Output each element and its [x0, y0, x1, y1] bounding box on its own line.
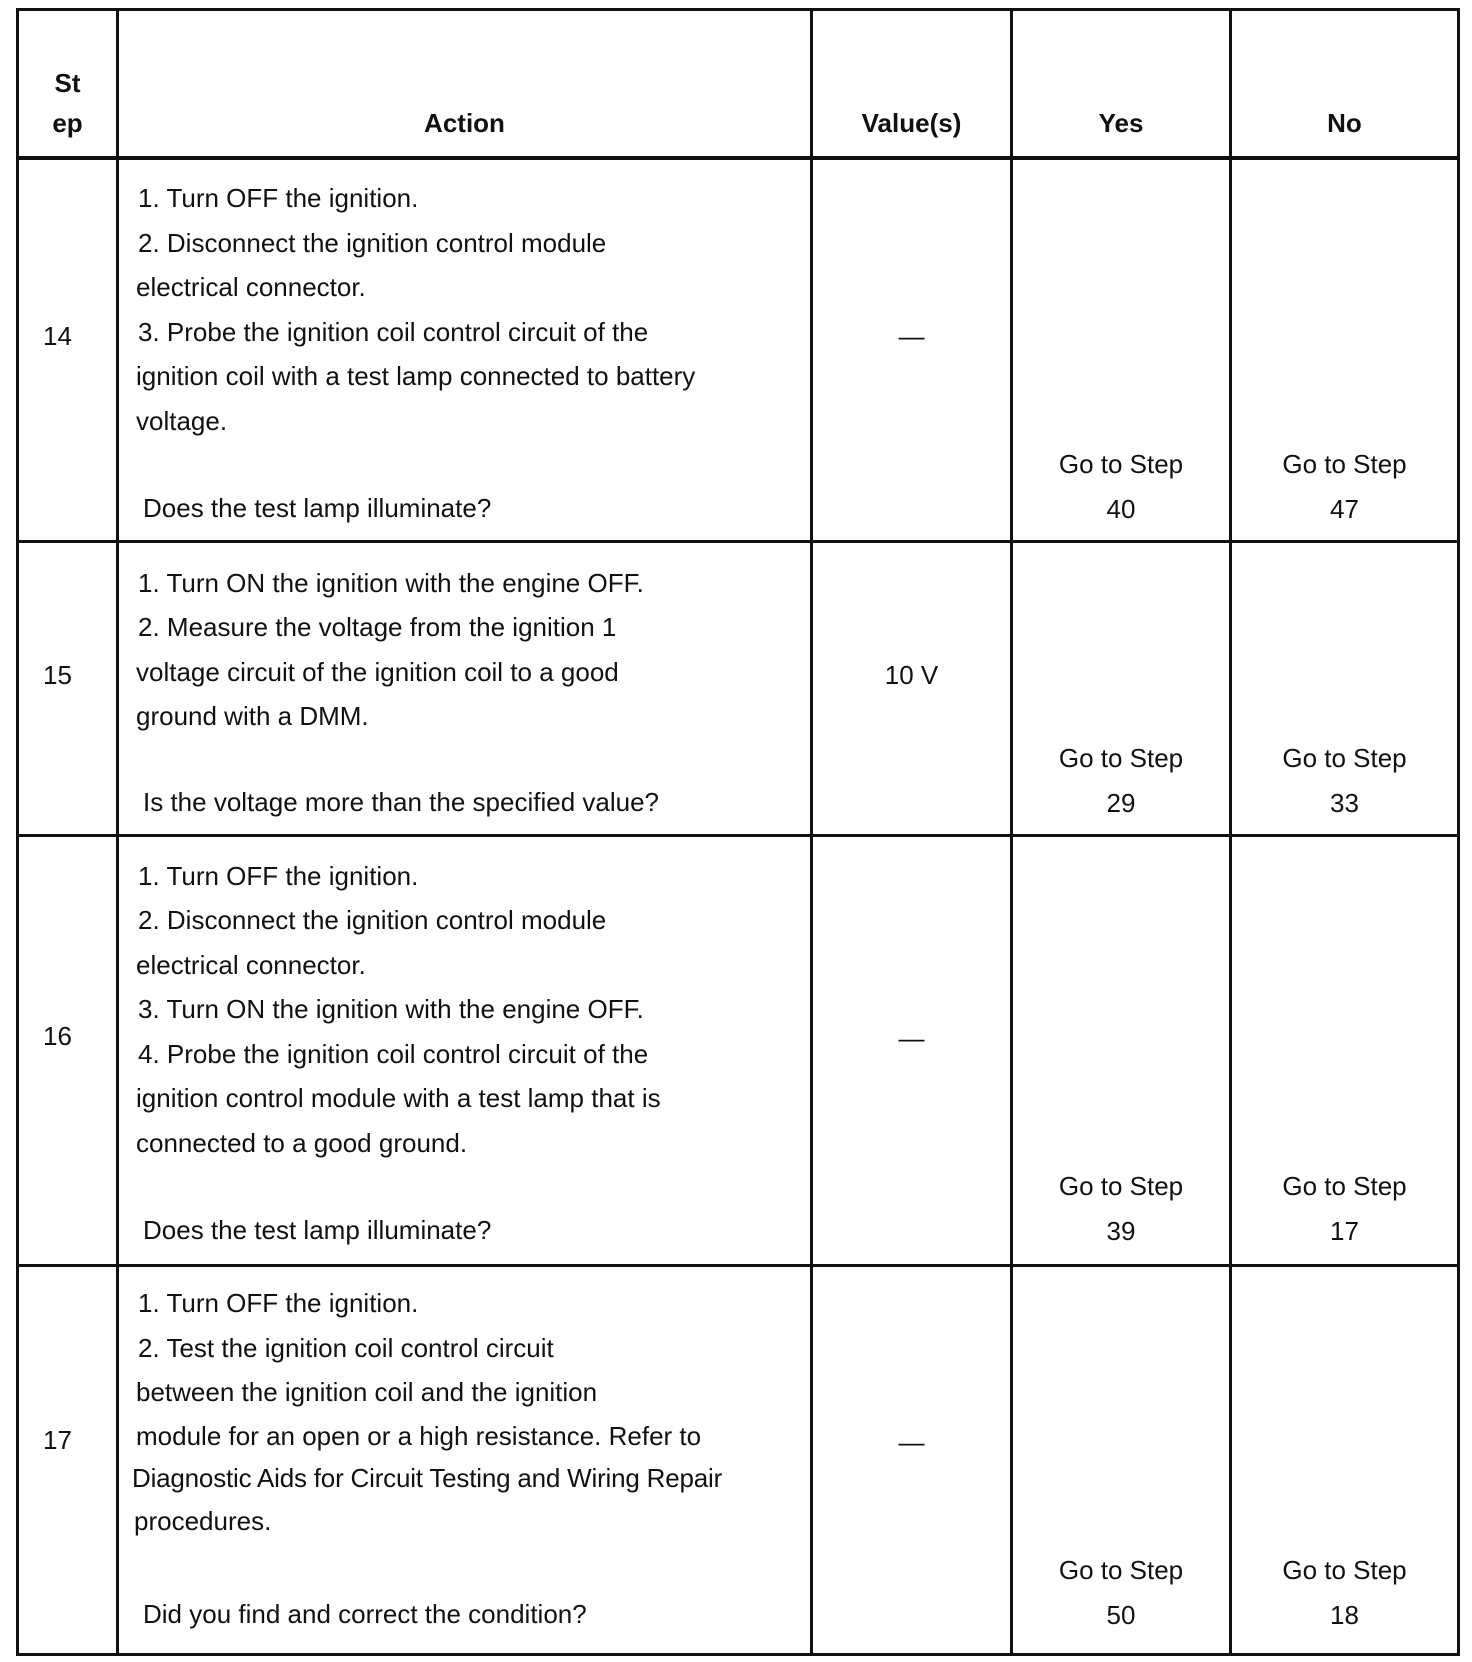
table-border-right	[1457, 8, 1460, 1656]
row-17-action-line: module for an open or a high resistance. Refer to	[136, 1421, 702, 1451]
row-14-question: Does the test lamp illuminate?	[143, 493, 492, 523]
row-divider-15	[16, 834, 1460, 837]
row-16-value: —	[898, 1023, 925, 1053]
header-step-text: St ep	[52, 68, 83, 138]
row-17-action-line: procedures.	[134, 1506, 272, 1536]
row-16-action-line: electrical connector.	[136, 950, 366, 980]
header-divider	[16, 156, 1460, 160]
row-14-value: —	[898, 321, 925, 351]
row-14-action-line: 3. Probe the ignition coil control circuit of the	[138, 317, 649, 347]
row-17-value: —	[898, 1427, 925, 1457]
row-16-action-line: 1. Turn OFF the ignition.	[138, 861, 419, 891]
row-15-action-line: 2. Measure the voltage from the ignition 1	[138, 612, 617, 642]
row-17-action-line: Diagnostic Aids for Circuit Testing and Wiring Repair	[132, 1463, 723, 1493]
row-16-action-line: 4. Probe the ignition coil control circuit of the	[138, 1039, 649, 1069]
row-15-action-line: ground with a DMM.	[136, 701, 369, 731]
row-14-action-line: voltage.	[136, 406, 228, 436]
row-14-action-line: 1. Turn OFF the ignition.	[138, 183, 419, 213]
row-16-action-line: connected to a good ground.	[136, 1128, 468, 1158]
header-yes: Yes	[1098, 108, 1144, 138]
header-values: Value(s)	[861, 108, 962, 138]
row-17-yes: Go to Step 50	[1058, 1555, 1184, 1630]
row-17-step: 17	[43, 1425, 72, 1455]
row-16-action-line: 3. Turn ON the ignition with the engine OFF.	[138, 994, 644, 1024]
table-border-left	[16, 8, 19, 1656]
row-15-yes: Go to Step 29	[1058, 743, 1184, 818]
col-divider-step	[116, 8, 119, 1656]
row-17-question: Did you find and correct the condition?	[143, 1599, 587, 1629]
row-16-action-line: ignition control module with a test lamp that is	[136, 1083, 661, 1113]
col-divider-value	[1010, 8, 1013, 1656]
row-14-action-line: electrical connector.	[136, 272, 366, 302]
row-16-step: 16	[43, 1021, 72, 1051]
table-border-top	[16, 8, 1460, 11]
col-divider-action	[810, 8, 813, 1656]
row-16-question: Does the test lamp illuminate?	[143, 1215, 492, 1245]
row-16-action-line: 2. Disconnect the ignition control module	[138, 905, 607, 935]
row-14-action-line: 2. Disconnect the ignition control module	[138, 228, 607, 258]
row-17-action-line: 1. Turn OFF the ignition.	[138, 1288, 419, 1318]
row-14-yes: Go to Step 40	[1058, 449, 1184, 524]
row-15-question: Is the voltage more than the specified value?	[143, 787, 659, 817]
row-17-action-line: 2. Test the ignition coil control circuit	[138, 1333, 554, 1363]
row-17-no: Go to Step 18	[1282, 1555, 1407, 1630]
row-17-action-line: between the ignition coil and the ignition	[136, 1377, 598, 1407]
diagnostic-table	[16, 8, 1460, 1656]
header-no: No	[1327, 108, 1362, 138]
row-15-action-line: voltage circuit of the ignition coil to a good	[136, 657, 619, 687]
row-16-yes: Go to Step 39	[1058, 1171, 1184, 1246]
row-15-value: 10 V	[884, 660, 939, 690]
header-action: Action	[424, 108, 505, 138]
row-divider-16	[16, 1264, 1460, 1267]
row-15-step: 15	[43, 660, 72, 690]
row-15-no: Go to Step 33	[1282, 743, 1407, 818]
row-divider-14	[16, 540, 1460, 543]
row-16-no: Go to Step 17	[1282, 1171, 1407, 1246]
table-border-bottom	[16, 1653, 1460, 1656]
row-15-action-line: 1. Turn ON the ignition with the engine OFF.	[138, 568, 644, 598]
row-14-step: 14	[43, 321, 72, 351]
row-14-action-line: ignition coil with a test lamp connected to battery	[136, 361, 696, 391]
row-14-no: Go to Step 47	[1282, 449, 1407, 524]
col-divider-yes	[1229, 8, 1232, 1656]
